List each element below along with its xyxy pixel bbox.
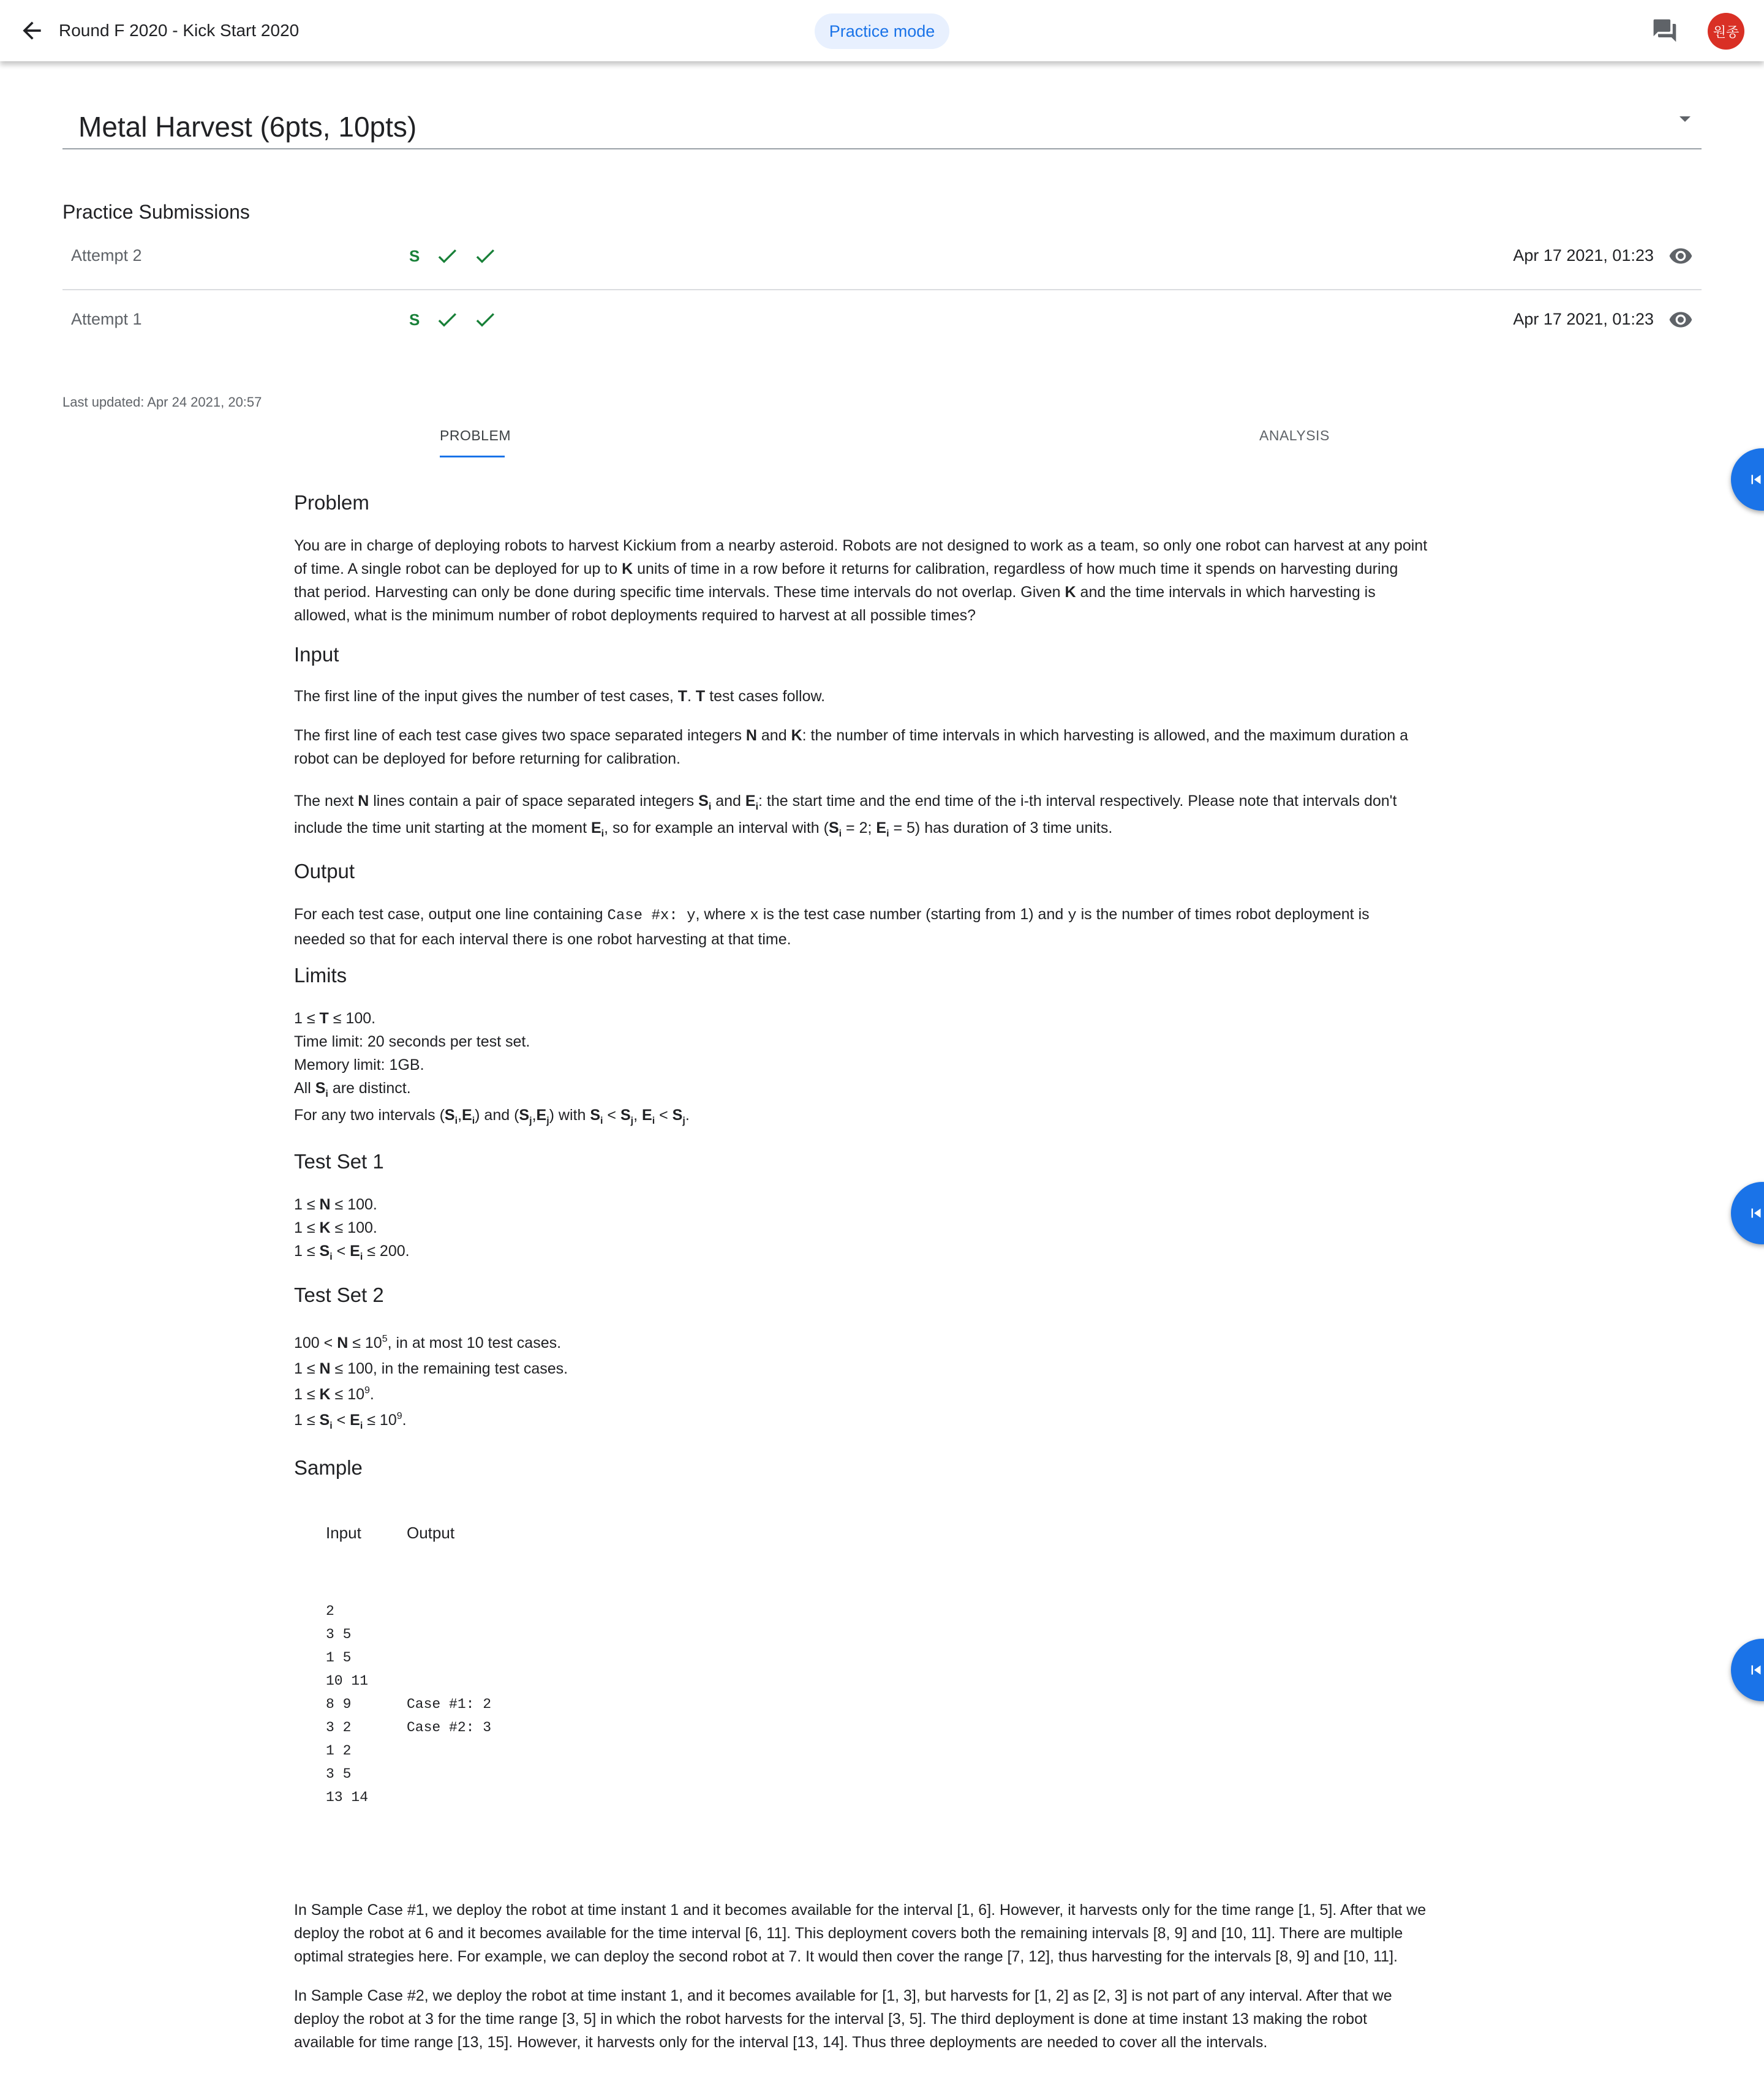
sample-output-label: Output — [407, 1524, 455, 1542]
problem-title: Metal Harvest (6pts, 10pts) — [78, 111, 417, 143]
text-line: The first line of each test case gives two space separated integers N and K: the number of time intervals in which harvesting is allowed, and the maximum duration a — [294, 727, 1408, 744]
collapse-button[interactable] — [1731, 1639, 1764, 1701]
avatar[interactable]: 원종 — [1708, 13, 1744, 50]
sample-heading: Sample — [294, 1456, 363, 1479]
skip-previous-icon — [1747, 1661, 1764, 1679]
eye-icon[interactable] — [1668, 244, 1693, 268]
code-line: 10 11 — [326, 1673, 369, 1689]
test-set-1-text — [294, 1193, 1476, 1263]
text-line: For each test case, output one line containing Case #x: y, where x is the test case number (starting from 1) and y is the number of times robot deployment is — [294, 906, 1370, 924]
submissions-heading: Practice Submissions — [62, 201, 250, 223]
problem-text — [294, 534, 1476, 627]
problem-heading: Problem — [294, 491, 369, 514]
sample-verdict: S — [409, 246, 420, 265]
sample-input-label: Input — [326, 1524, 361, 1542]
text-line: Time limit: 20 seconds per test set. — [294, 1033, 530, 1050]
problem-select[interactable] — [62, 98, 1702, 149]
text-line: The next N lines contain a pair of space separated integers $S_i$ and $E_i$: the start time and the end time of the i-th interval respectively. Please note that intervals don't — [294, 792, 1397, 812]
sample-input-block[interactable] — [326, 1600, 387, 1809]
input-text — [294, 724, 1476, 770]
attempt-label: Attempt 2 — [71, 246, 142, 265]
code-line: 1 2 — [326, 1743, 352, 1759]
check-icon — [473, 307, 497, 332]
code-line: 8 9 — [326, 1696, 352, 1712]
eye-icon[interactable] — [1668, 307, 1693, 332]
chat-icon[interactable] — [1651, 17, 1678, 44]
text-line: 1 ≤ N ≤ 100, in the remaining test cases. — [294, 1360, 568, 1377]
text-line: include the time unit starting at the moment $E_i$, so for example an interval with ($S_i = 2$; $E_i = 5$) has duration of 3 time units. — [294, 819, 1113, 839]
test-set-1-heading: Test Set 1 — [294, 1150, 384, 1173]
code-line: 2 — [326, 1603, 334, 1619]
test-set-2-text — [294, 1330, 1476, 1433]
submission-row[interactable] — [62, 225, 1702, 290]
check-icon — [435, 244, 459, 268]
text-line: $100 < N \le 10^5$, in at most 10 test cases. — [294, 1334, 562, 1352]
skip-previous-icon — [1747, 470, 1764, 489]
text-line: 1 ≤ K ≤ 100. — [294, 1219, 377, 1236]
text-line: available for time range [13, 15]. However, it harvests only for the interval [13, 14]. Thus three deployments are needed to cover all the intervals. — [294, 2034, 1268, 2051]
sample-output-block[interactable] — [407, 1693, 491, 1739]
collapse-button[interactable] — [1731, 448, 1764, 511]
tab-problem[interactable]: PROBLEM — [440, 427, 511, 443]
text-line: $1 \le S_i < E_i \le 200$. — [294, 1243, 410, 1262]
text-line: For any two intervals $(S_i,E_i)$ and $(S_j,E_j)$ with $S_i < S_j$, $E_i < S_j$. — [294, 1107, 690, 1126]
arrow-back-icon[interactable] — [18, 17, 45, 44]
text-line: In Sample Case #2, we deploy the robot at time instant 1, and it becomes available for [1, 3], but harvests for [1, 2] as [2, 3] is not part of any interval. After that we — [294, 1987, 1392, 2004]
text-line: 1 ≤ N ≤ 100. — [294, 1196, 377, 1213]
check-icon — [435, 307, 459, 332]
top-app-bar — [0, 0, 1764, 61]
text-line: All $S_i$ are distinct. — [294, 1080, 411, 1099]
submission-time: Apr 17 2021, 01:23 — [1513, 246, 1654, 265]
text-line: Memory limit: 1GB. — [294, 1056, 424, 1074]
code-line: 3 5 — [326, 1626, 352, 1642]
verdicts — [409, 244, 497, 268]
input-heading: Input — [294, 643, 339, 666]
tab-analysis[interactable]: ANALYSIS — [1259, 427, 1330, 443]
text-line: allowed, what is the minimum number of robot deployments required to harvest at all possible times? — [294, 607, 976, 624]
sample-verdict: S — [409, 310, 420, 329]
text-line: $1 \le S_i < E_i \le 10^9$. — [294, 1411, 407, 1431]
text-line: optimal strategies here. For example, we can deploy the second robot at 7. It would then cover the range [7, 12], thus harvesting for the intervals [8, 9] and [10, 11]. — [294, 1948, 1398, 1965]
test-set-2-heading: Test Set 2 — [294, 1284, 384, 1306]
text-line: 1 ≤ T ≤ 100. — [294, 1010, 376, 1027]
code-line: Case #1: 2 — [407, 1696, 492, 1712]
text-line: deploy the robot at 6 and it becomes available for the time interval [6, 11]. This deployment covers both the remaining intervals [8, 9] and [10, 11]. There are multiple — [294, 1925, 1403, 1942]
code-line: 3 5 — [326, 1766, 352, 1782]
limits-text — [294, 1007, 1476, 1127]
code-line: Case #2: 3 — [407, 1720, 492, 1735]
output-text — [294, 903, 1476, 951]
check-icon — [473, 244, 497, 268]
code-line: 3 2 — [326, 1720, 352, 1735]
dropdown-arrow-icon[interactable] — [1679, 116, 1691, 122]
text-line: robot can be deployed for before returning for calibration. — [294, 750, 680, 767]
text-line: deploy the robot at 3 for the time range [3, 5] in which the robot harvests for the interval [3, 5]. The third deployment is done at time instant 13 making the robot — [294, 2010, 1367, 2028]
text-line: The first line of the input gives the number of test cases, T. T test cases follow. — [294, 688, 826, 705]
skip-previous-icon — [1747, 1204, 1764, 1222]
practice-mode-chip[interactable]: Practice mode — [815, 13, 949, 49]
contest-title: Round F 2020 - Kick Start 2020 — [59, 21, 300, 40]
verdicts — [409, 307, 497, 332]
text-line: You are in charge of deploying robots to harvest Kickium from a nearby asteroid. Robots are not designed to work as a team, so only one robot can harvest at any point — [294, 537, 1428, 554]
text-line: of time. A single robot can be deployed for up to K units of time in a row before it returns for calibration, regardless of how much time it spends on harvesting during — [294, 560, 1398, 577]
submission-row[interactable] — [62, 289, 1702, 353]
text-line: $1 \le K \le 10^9$. — [294, 1385, 374, 1403]
input-text — [294, 685, 1476, 708]
explanation-text — [294, 1984, 1476, 2054]
text-line: In Sample Case #1, we deploy the robot at time instant 1 and it becomes available for the interval [1, 6]. However, it harvests only for the time range [1, 5]. After that we — [294, 1901, 1427, 1919]
code-line: 13 14 — [326, 1789, 369, 1805]
code-line: 1 5 — [326, 1650, 352, 1666]
last-updated: Last updated: Apr 24 2021, 20:57 — [62, 394, 262, 410]
input-text — [294, 788, 1476, 841]
active-tab-indicator — [440, 456, 505, 457]
text-line: that period. Harvesting can only be done during specific time intervals. These time intervals do not overlap. Given K and the time intervals in which harvesting is — [294, 584, 1376, 601]
submission-time: Apr 17 2021, 01:23 — [1513, 310, 1654, 328]
text-line: needed so that for each interval there is one robot harvesting at that time. — [294, 931, 791, 948]
collapse-button[interactable] — [1731, 1182, 1764, 1244]
limits-heading: Limits — [294, 964, 347, 987]
attempt-label: Attempt 1 — [71, 310, 142, 328]
explanation-text — [294, 1898, 1476, 1968]
output-heading: Output — [294, 860, 355, 882]
